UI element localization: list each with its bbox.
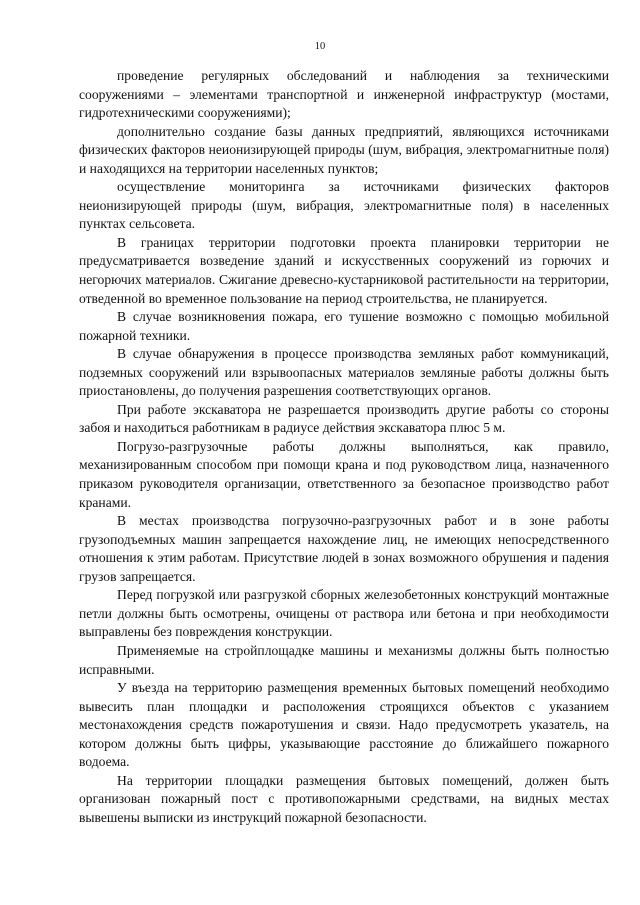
paragraph-2: дополнительно создание базы данных предприятий, являющихся источниками физических факторов неионизирующей природы (шум, вибрация, электромагнитные поля) и находящихся на территории населенных пунктов; [79, 123, 609, 176]
paragraph-1: проведение регулярных обследований и наблюдения за техническими сооружениями – элементами транспортной и инженерной инфраструктур (мостами, гидротехническими сооружениями); [79, 68, 609, 121]
paragraph-11: Применяемые на стройплощадке машины и механизмы должны быть полностью исправными. [79, 642, 609, 677]
paragraph-9: В местах производства погрузочно-разгрузочных работ и в зоне работы грузоподъемных машин запрещается нахождение лиц, не имеющих непосредственного отношения к этим работам. Присутствие людей в зонах возможного обрушения и падения грузов запрещается. [79, 513, 609, 584]
paragraph-3: осуществление мониторинга за источниками физических факторов неионизирующей природы (шум, вибрация, электромагнитные поля) в населенных пунктах сельсовета. [79, 179, 609, 232]
page-number: 10 [314, 41, 326, 52]
paragraph-5: В случае возникновения пожара, его тушение возможно с помощью мобильной пожарной техники. [79, 309, 609, 343]
paragraph-12: У въезда на территорию размещения временных бытовых помещений необходимо вывесить план площадки и расположения строящихся объектов с указанием местонахождения средств пожаротушения и связи. Надо предусмотреть указатель, на котором должны быть цифры, указывающие расстояние до ближайшего пожарного водоема. [79, 680, 609, 770]
paragraph-7: При работе экскаватора не разрешается производить другие работы со стороны забоя и находиться работникам в радиусе действия экскаватора плюс 5 м. [79, 401, 609, 436]
document-body [79, 67, 609, 827]
paragraph-6: В случае обнаружения в процессе производства земляных работ коммуникаций, подземных сооружений или взрывоопасных материалов земляные работы должны быть приостановлены, до получения разрешения соответствующих органов. [79, 346, 609, 399]
paragraph-10: Перед погрузкой или разгрузкой сборных железобетонных конструкций монтажные петли должны быть осмотрены, очищены от раствора или бетона и при необходимости выправлены без повреждения конструкции. [79, 587, 609, 640]
paragraph-4: В границах территории подготовки проекта планировки территории не предусматривается возведение зданий и искусственных сооружений из горючих и негорючих материалов. Сжигание древесно-кустарниковой растительности на территории, отведенной во временное пользование на период строительства, не планируется. [79, 234, 609, 306]
paragraph-8: Погрузо-разгрузочные работы должны выполняться, как правило, механизированным способом при помощи крана и под руководством лица, назначенного приказом руководителя организации, ответственного за безопасное производство работ кранами. [79, 438, 609, 510]
paragraph-13: На территории площадки размещения бытовых помещений, должен быть организован пожарный пост с противопожарными средствами, на видных местах вывешены выписки из инструкций пожарной безопасности. [79, 772, 609, 825]
